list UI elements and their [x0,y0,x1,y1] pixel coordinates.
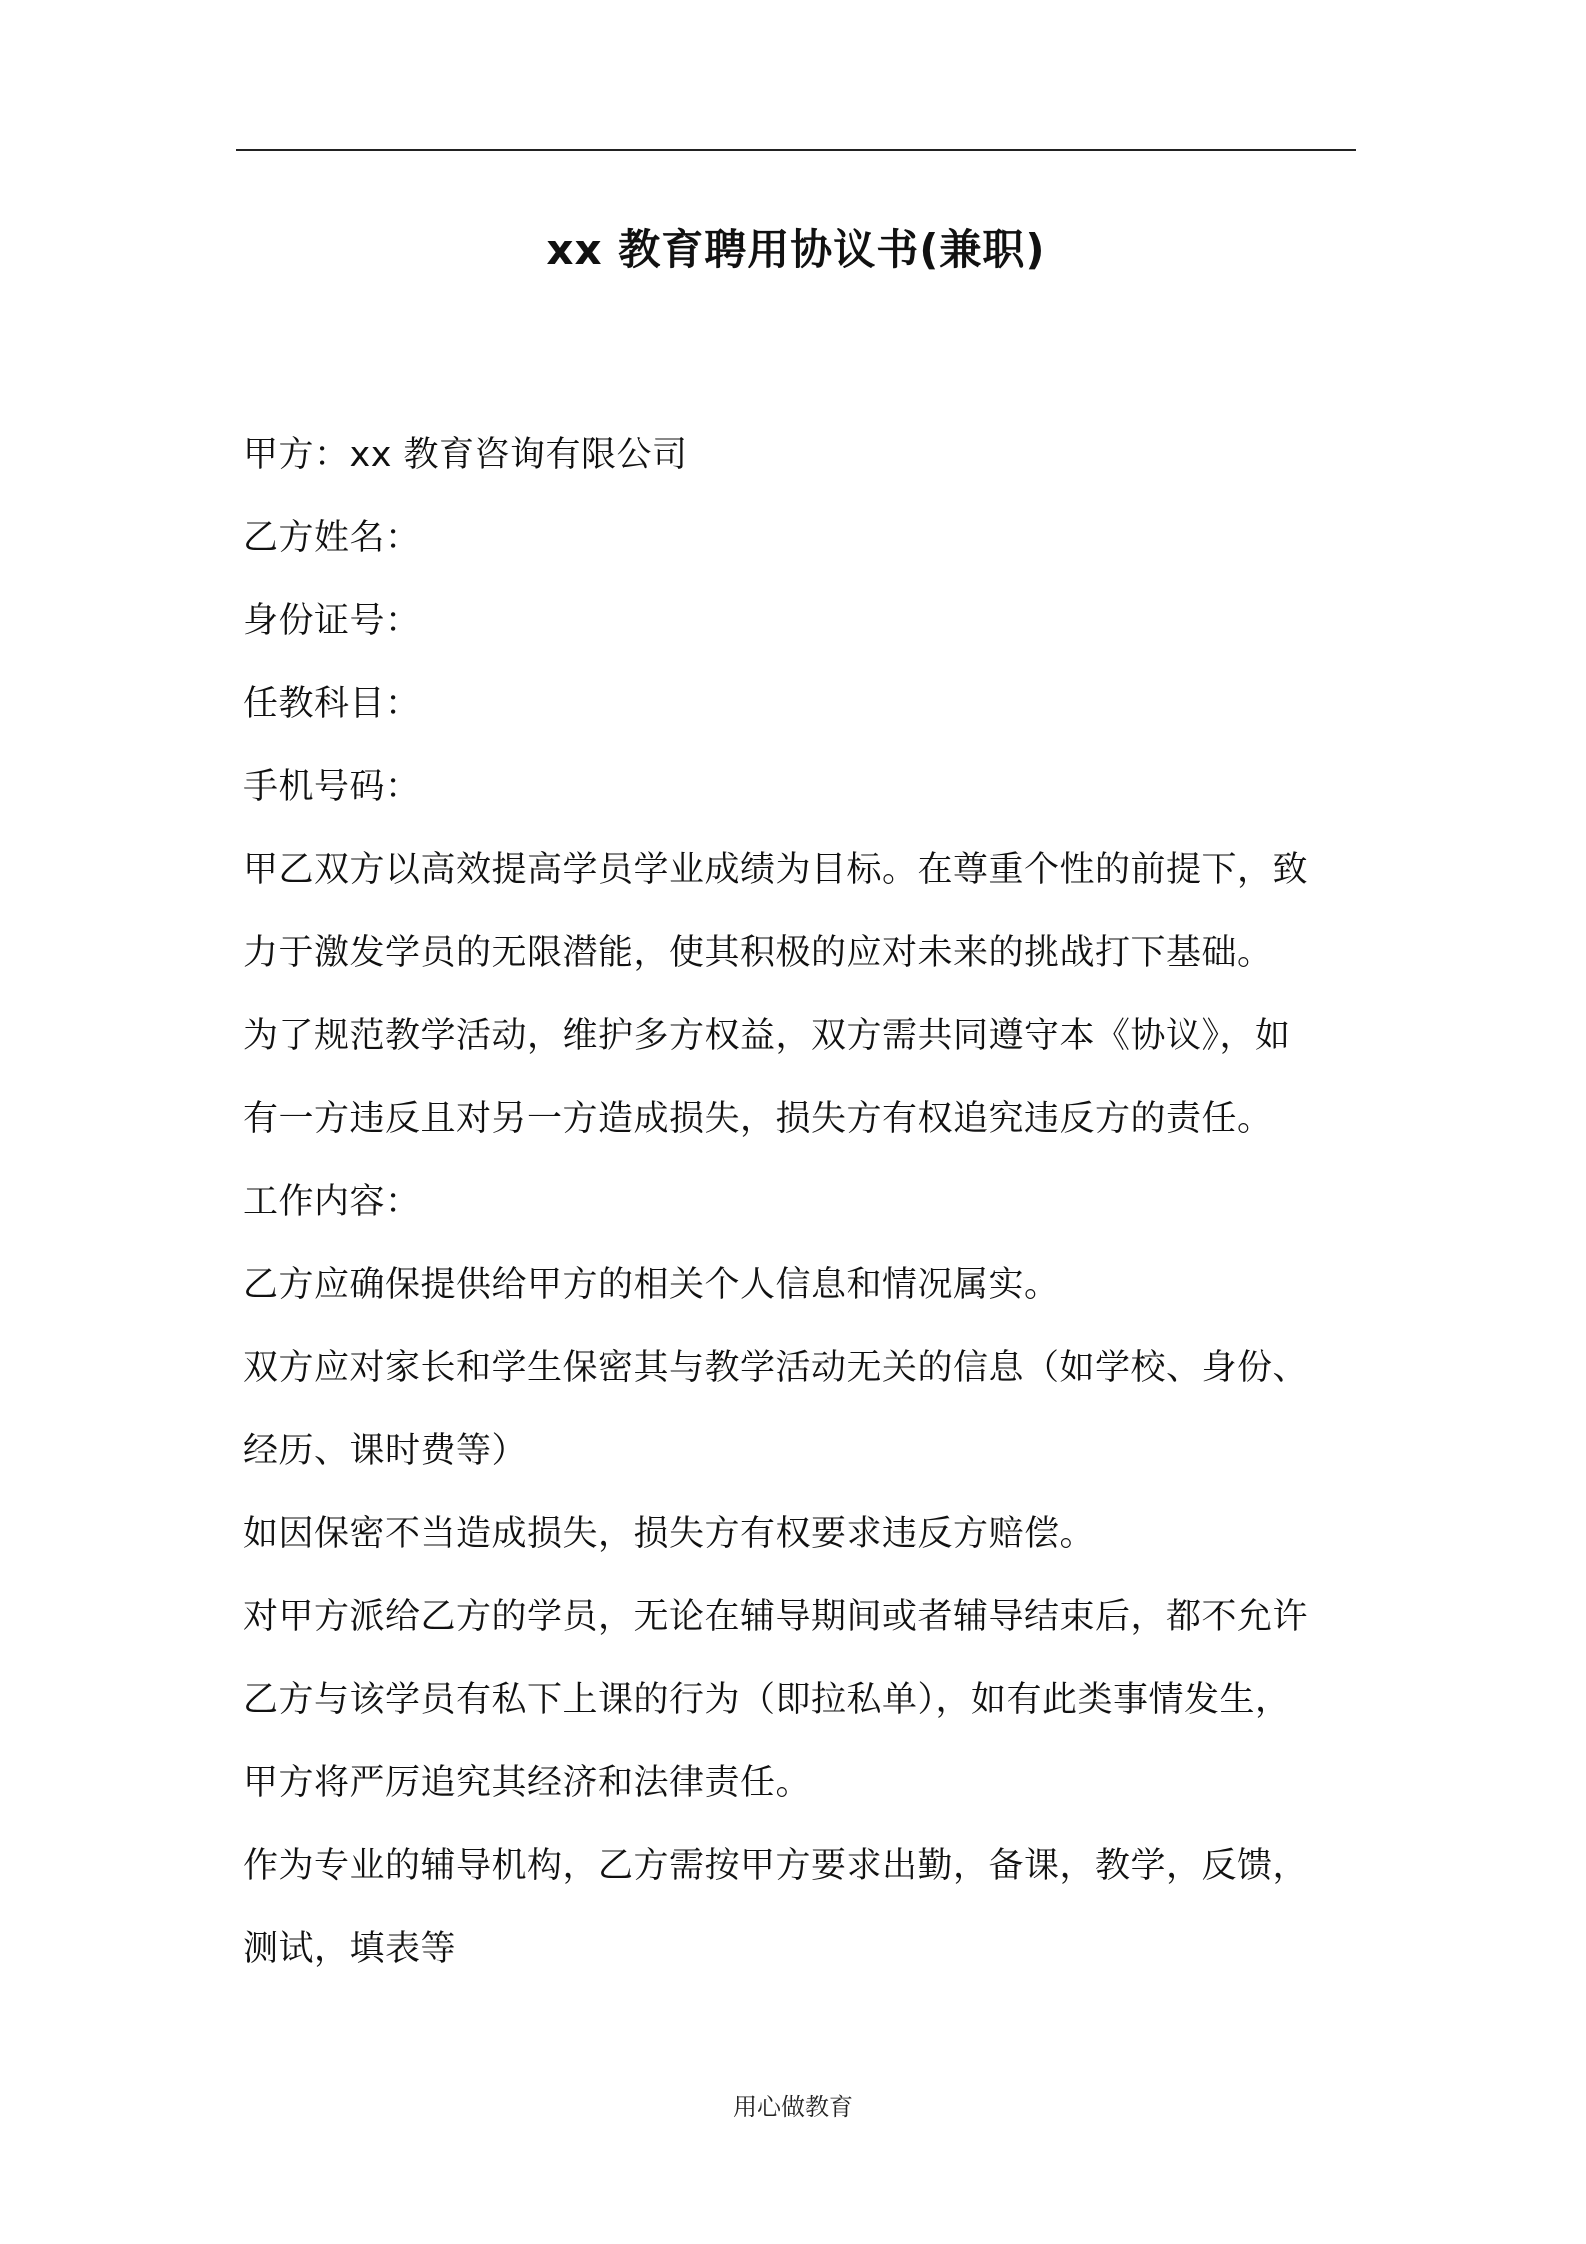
party-b-name-line: 乙方姓名： [243,518,421,558]
party-a-line: 甲方：xx 教育咨询有限公司 [243,435,688,475]
paragraph-line: 双方应对家长和学生保密其与教学活动无关的信息（如学校、身份、 [243,1348,1309,1388]
paragraph-line: 有一方违反且对另一方造成损失，损失方有权追究违反方的责任。 [243,1099,1273,1139]
paragraph-line: 经历、课时费等） [243,1431,528,1471]
paragraph-line: 作为专业的辅导机构，乙方需按甲方要求出勤，备课，教学，反馈， [243,1846,1309,1886]
paragraph-line: 为了规范教学活动，维护多方权益，双方需共同遵守本《协议》，如 [243,1016,1291,1056]
paragraph-line: 乙方应确保提供给甲方的相关个人信息和情况属实。 [243,1265,1060,1305]
page-footer: 用心做教育 [733,2093,853,2121]
section-heading-work-content: 工作内容： [243,1182,421,1222]
paragraph-line: 乙方与该学员有私下上课的行为（即拉私单），如有此类事情发生， [243,1680,1291,1720]
id-number-line: 身份证号： [243,601,421,641]
subject-line: 任教科目： [243,684,421,724]
document-title: xx 教育聘用协议书(兼职) [546,225,1046,274]
document-body [243,414,1361,1991]
paragraph-line: 对甲方派给乙方的学员，无论在辅导期间或者辅导结束后，都不允许 [243,1597,1309,1637]
paragraph-line: 甲方将严厉追究其经济和法律责任。 [243,1763,812,1803]
paragraph-line: 甲乙双方以高效提高学员学业成绩为目标。在尊重个性的前提下，致 [243,850,1309,890]
phone-line: 手机号码： [243,767,421,807]
header-rule [236,149,1356,151]
paragraph-line: 如因保密不当造成损失，损失方有权要求违反方赔偿。 [243,1514,1096,1554]
paragraph-line: 力于激发学员的无限潜能，使其积极的应对未来的挑战打下基础。 [243,933,1273,973]
paragraph-line: 测试，填表等 [243,1929,457,1969]
